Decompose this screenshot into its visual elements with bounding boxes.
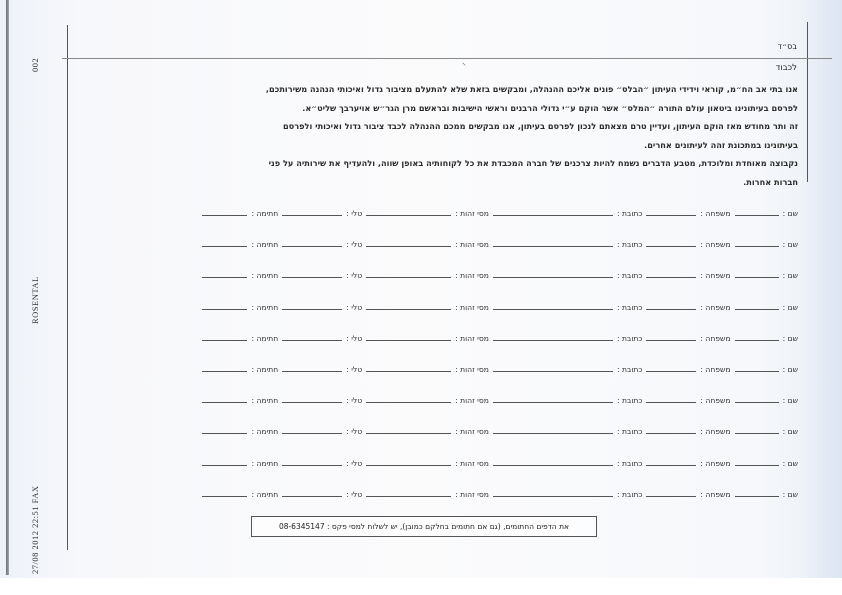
signature-field	[198, 396, 278, 405]
address-field	[489, 365, 642, 374]
signature-field	[198, 365, 278, 374]
first-name-field	[731, 396, 798, 405]
first-name-blank-line[interactable]	[735, 401, 779, 403]
letter-line: אנו בתי אב הח״מ, קוראי וידידי העיתון ״הבלס״ פונים אליכם ההנהלה, ומבקשים בזאת שלא להתעלם מציבור גדול ואיכותי הנהנה משירותכם,	[265, 84, 798, 94]
phone-blank-line[interactable]	[282, 401, 342, 403]
first-name-label: שם :	[782, 427, 798, 437]
address-blank-line[interactable]	[493, 370, 613, 372]
form-row	[98, 204, 798, 218]
family-name-field	[642, 396, 730, 405]
address-label: כתובת :	[616, 240, 643, 250]
phone-label: טלי :	[346, 458, 363, 468]
first-name-field	[731, 490, 798, 499]
phone-blank-line[interactable]	[282, 214, 342, 216]
id-number-label: מסי זהות :	[455, 271, 489, 281]
form-row	[98, 266, 798, 280]
family-name-label: משפחה :	[700, 427, 731, 437]
address-blank-line[interactable]	[493, 464, 613, 466]
header-divider	[62, 58, 832, 59]
phone-field	[278, 490, 362, 499]
form-row	[98, 454, 798, 468]
first-name-blank-line[interactable]	[735, 495, 779, 497]
signature-label: חתימה :	[251, 396, 279, 406]
id-number-field	[362, 209, 489, 218]
address-field	[489, 427, 642, 436]
first-name-field	[731, 334, 798, 343]
address-label: כתובת :	[616, 302, 643, 312]
id-number-blank-line[interactable]	[366, 495, 451, 497]
form-row	[98, 298, 798, 312]
signature-label: חתימה :	[251, 209, 279, 218]
id-number-field	[362, 303, 489, 312]
id-number-label: מסי זהות :	[455, 364, 489, 374]
first-name-field	[731, 459, 798, 468]
id-number-field	[362, 396, 489, 405]
first-name-field	[731, 303, 798, 312]
family-name-blank-line[interactable]	[646, 276, 696, 278]
signature-label: חתימה :	[251, 302, 279, 312]
address-blank-line[interactable]	[493, 432, 613, 434]
first-name-label: שם :	[782, 396, 798, 406]
salutation: לכבוד	[775, 63, 797, 73]
scan-bottom-edge	[0, 578, 842, 595]
first-name-blank-line[interactable]	[735, 339, 779, 341]
form-row	[98, 360, 798, 374]
signature-field	[198, 459, 278, 468]
address-label: כתובת :	[616, 364, 643, 374]
signature-form	[98, 204, 798, 516]
form-row	[98, 391, 798, 405]
family-name-label: משפחה :	[700, 209, 731, 218]
address-blank-line[interactable]	[493, 308, 613, 310]
form-row	[98, 329, 798, 343]
id-number-field	[362, 459, 489, 468]
family-name-field	[642, 303, 730, 312]
address-label: כתובת :	[616, 209, 643, 218]
id-number-blank-line[interactable]	[366, 339, 451, 341]
family-name-blank-line[interactable]	[646, 245, 696, 247]
id-number-field	[362, 427, 489, 436]
first-name-label: שם :	[782, 240, 798, 250]
address-field	[489, 303, 642, 312]
signature-field	[198, 490, 278, 499]
id-number-label: מסי זהות :	[455, 240, 489, 250]
address-field	[489, 240, 642, 249]
phone-label: טלי :	[346, 396, 363, 406]
first-name-label: שם :	[782, 489, 798, 499]
first-name-field	[731, 209, 798, 218]
id-number-label: מסי זהות :	[455, 209, 489, 218]
family-name-label: משפחה :	[700, 364, 731, 374]
phone-field	[278, 365, 362, 374]
signature-field	[198, 271, 278, 280]
fax-sender-name: ROSENTAL	[30, 276, 40, 324]
id-number-blank-line[interactable]	[366, 370, 451, 372]
phone-label: טלי :	[346, 271, 363, 281]
phone-blank-line[interactable]	[282, 432, 342, 434]
phone-blank-line[interactable]	[282, 339, 342, 341]
form-row	[98, 485, 798, 499]
id-number-field	[362, 334, 489, 343]
address-field	[489, 459, 642, 468]
phone-field	[278, 303, 362, 312]
phone-blank-line[interactable]	[282, 495, 342, 497]
address-blank-line[interactable]	[493, 245, 613, 247]
signature-blank-line[interactable]	[202, 432, 247, 434]
id-number-blank-line[interactable]	[366, 308, 451, 310]
family-name-label: משפחה :	[700, 458, 731, 468]
phone-blank-line[interactable]	[282, 276, 342, 278]
phone-field	[278, 334, 362, 343]
scan-right-shade	[802, 0, 842, 595]
family-name-blank-line[interactable]	[646, 308, 696, 310]
address-label: כתובת :	[616, 333, 643, 343]
address-blank-line[interactable]	[493, 214, 613, 216]
first-name-label: שם :	[782, 458, 798, 468]
signature-label: חתימה :	[251, 427, 279, 437]
signature-blank-line[interactable]	[202, 495, 247, 497]
first-name-blank-line[interactable]	[735, 432, 779, 434]
family-name-blank-line[interactable]	[646, 214, 696, 216]
phone-field	[278, 271, 362, 280]
religious-header-mark: בס״ד	[777, 42, 797, 51]
first-name-blank-line[interactable]	[735, 370, 779, 372]
family-name-label: משפחה :	[700, 489, 731, 499]
address-blank-line[interactable]	[493, 339, 613, 341]
id-number-blank-line[interactable]	[366, 464, 451, 466]
first-name-field	[731, 365, 798, 374]
family-name-label: משפחה :	[700, 271, 731, 281]
address-label: כתובת :	[616, 427, 643, 437]
id-number-label: מסי זהות :	[455, 489, 489, 499]
first-name-label: שם :	[782, 333, 798, 343]
signature-blank-line[interactable]	[202, 308, 247, 310]
phone-field	[278, 459, 362, 468]
address-field	[489, 490, 642, 499]
first-name-label: שם :	[782, 271, 798, 281]
family-name-field	[642, 271, 730, 280]
signature-field	[198, 334, 278, 343]
family-name-blank-line[interactable]	[646, 495, 696, 497]
address-field	[489, 271, 642, 280]
scan-mark: ⸜	[462, 58, 466, 67]
phone-blank-line[interactable]	[282, 464, 342, 466]
address-field	[489, 334, 642, 343]
first-name-label: שם :	[782, 364, 798, 374]
address-label: כתובת :	[616, 271, 643, 281]
id-number-label: מסי זהות :	[455, 396, 489, 406]
signature-field	[198, 240, 278, 249]
id-number-field	[362, 240, 489, 249]
first-name-field	[731, 427, 798, 436]
signature-label: חתימה :	[251, 271, 279, 281]
id-number-blank-line[interactable]	[366, 432, 451, 434]
family-name-blank-line[interactable]	[646, 339, 696, 341]
first-name-blank-line[interactable]	[735, 214, 779, 216]
form-row	[98, 422, 798, 436]
family-name-label: משפחה :	[700, 333, 731, 343]
phone-field	[278, 427, 362, 436]
signature-field	[198, 303, 278, 312]
phone-blank-line[interactable]	[282, 245, 342, 247]
first-name-label: שם :	[782, 302, 798, 312]
id-number-label: מסי זהות :	[455, 458, 489, 468]
phone-blank-line[interactable]	[282, 308, 342, 310]
family-name-blank-line[interactable]	[646, 370, 696, 372]
family-name-field	[642, 427, 730, 436]
signature-label: חתימה :	[251, 240, 279, 250]
first-name-blank-line[interactable]	[735, 308, 779, 310]
signature-label: חתימה :	[251, 333, 279, 343]
signature-label: חתימה :	[251, 364, 279, 374]
phone-label: טלי :	[346, 302, 363, 312]
phone-field	[278, 240, 362, 249]
id-number-blank-line[interactable]	[366, 245, 451, 247]
signature-blank-line[interactable]	[202, 276, 247, 278]
address-blank-line[interactable]	[493, 495, 613, 497]
signature-label: חתימה :	[251, 489, 279, 499]
phone-label: טלי :	[346, 240, 363, 250]
address-field	[489, 209, 642, 218]
id-number-label: מסי זהות :	[455, 333, 489, 343]
family-name-blank-line[interactable]	[646, 432, 696, 434]
phone-label: טלי :	[346, 489, 363, 499]
family-name-field	[642, 209, 730, 218]
fax-instruction-box: את הדפים החתומים, (גם אם חתומים בחלקם כמובן), יש לשלוח למסי פקס : 08-6345147	[251, 516, 597, 537]
id-number-field	[362, 365, 489, 374]
first-name-field	[731, 271, 798, 280]
family-name-field	[642, 334, 730, 343]
first-name-blank-line[interactable]	[735, 464, 779, 466]
phone-label: טלי :	[346, 333, 363, 343]
signature-blank-line[interactable]	[202, 401, 247, 403]
phone-blank-line[interactable]	[282, 370, 342, 372]
scan-left-edge	[6, 0, 9, 575]
letter-body	[63, 80, 798, 191]
signature-blank-line[interactable]	[202, 370, 247, 372]
signature-blank-line[interactable]	[202, 464, 247, 466]
fax-page-number: 002	[30, 57, 40, 72]
id-number-blank-line[interactable]	[366, 401, 451, 403]
address-field	[489, 396, 642, 405]
family-name-blank-line[interactable]	[646, 401, 696, 403]
family-name-field	[642, 459, 730, 468]
id-number-field	[362, 271, 489, 280]
family-name-blank-line[interactable]	[646, 464, 696, 466]
fax-datetime: 27/08 2012 22:51 FAX	[30, 485, 40, 574]
first-name-blank-line[interactable]	[735, 245, 779, 247]
id-number-label: מסי זהות :	[455, 302, 489, 312]
family-name-label: משפחה :	[700, 302, 731, 312]
family-name-label: משפחה :	[700, 396, 731, 406]
id-number-blank-line[interactable]	[366, 214, 451, 216]
address-blank-line[interactable]	[493, 401, 613, 403]
letter-line: נקבוצה מאוחדת ומלוכדת, מטבע הדברים נשמח להיות צרכנים של חברה המכבדת את כל לקוחותיה באופן שווה, ולהעדיף את שירותיה על פני	[268, 158, 798, 168]
first-name-blank-line[interactable]	[735, 276, 779, 278]
phone-field	[278, 396, 362, 405]
address-label: כתובת :	[616, 489, 643, 499]
address-label: כתובת :	[616, 458, 643, 468]
signature-blank-line[interactable]	[202, 214, 247, 216]
first-name-field	[731, 240, 798, 249]
signature-blank-line[interactable]	[202, 245, 247, 247]
address-label: כתובת :	[616, 396, 643, 406]
id-number-label: מסי זהות :	[455, 427, 489, 437]
form-row	[98, 235, 798, 249]
phone-label: טלי :	[346, 364, 363, 374]
letter-line: בעיתונינו במתכונת זהה לעיתונים אחרים.	[644, 139, 798, 150]
address-blank-line[interactable]	[493, 276, 613, 278]
letter-line: חברות אחרות.	[743, 176, 798, 187]
letter-line: זה ותר מחודש מאז הוקם העיתון, ועדיין טרם מצאתם לנכון לפרסם בעיתון, אנו מבקשים ממכם ההנהלה לכבד ציבור גדול ואיכותי ולפרסם	[282, 121, 798, 131]
id-number-field	[362, 490, 489, 499]
family-name-field	[642, 490, 730, 499]
id-number-blank-line[interactable]	[366, 276, 451, 278]
family-name-label: משפחה :	[700, 240, 731, 250]
phone-label: טלי :	[346, 427, 363, 437]
letter-line: לפרסם בעיתונינו ביטאון עולם התורה ״המלס״ אשר הוקם ע״י גדולי הרבנים וראשי הישיבות ובראשם מרן הגר״ש אויערבך שליט״א.	[302, 102, 798, 113]
phone-field	[278, 209, 362, 218]
signature-field	[198, 209, 278, 218]
family-name-field	[642, 240, 730, 249]
signature-label: חתימה :	[251, 458, 279, 468]
family-name-field	[642, 365, 730, 374]
signature-blank-line[interactable]	[202, 339, 247, 341]
signature-field	[198, 427, 278, 436]
phone-label: טלי :	[346, 209, 363, 218]
form-right-border	[807, 22, 808, 182]
first-name-label: שם :	[782, 209, 798, 218]
